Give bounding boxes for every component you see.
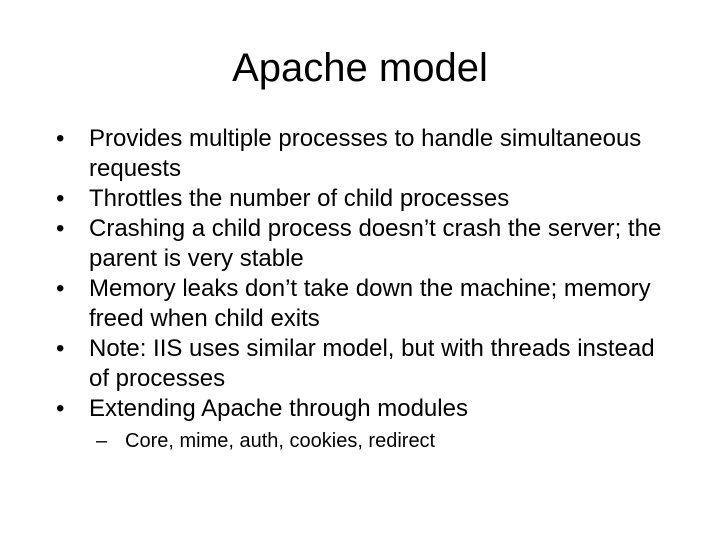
bullet-marker: • — [56, 125, 65, 152]
sub-bullet-marker: – — [96, 430, 108, 452]
bullet-text: Throttles the number of child processes — [89, 185, 510, 212]
bullet-item — [56, 214, 666, 274]
bullet-marker: • — [56, 215, 65, 242]
bullet-marker: • — [56, 395, 65, 422]
bullet-text: Note: IIS uses similar model, but with threads instead of processes — [89, 335, 655, 392]
bullet-marker: • — [56, 185, 65, 212]
slide-title: Apache model — [232, 46, 488, 90]
sub-bullet-list — [89, 428, 666, 454]
bullet-marker: • — [56, 335, 65, 362]
bullet-text: Provides multiple processes to handle simultaneous requests — [89, 125, 642, 182]
bullet-list — [56, 124, 666, 454]
bullet-item — [56, 334, 666, 394]
bullet-marker: • — [56, 275, 65, 302]
bullet-text: Extending Apache through modules — [89, 395, 468, 422]
bullet-text: Crashing a child process doesn’t crash the server; the parent is very stable — [89, 215, 662, 272]
bullet-item — [56, 394, 666, 454]
bullet-item — [56, 124, 666, 184]
bullet-item — [56, 184, 666, 214]
bullet-item — [56, 274, 666, 334]
sub-bullet-text: Core, mime, auth, cookies, redirect — [125, 430, 436, 452]
bullet-text: Memory leaks don’t take down the machine; memory freed when child exits — [89, 275, 651, 332]
sub-bullet-item — [96, 428, 666, 454]
